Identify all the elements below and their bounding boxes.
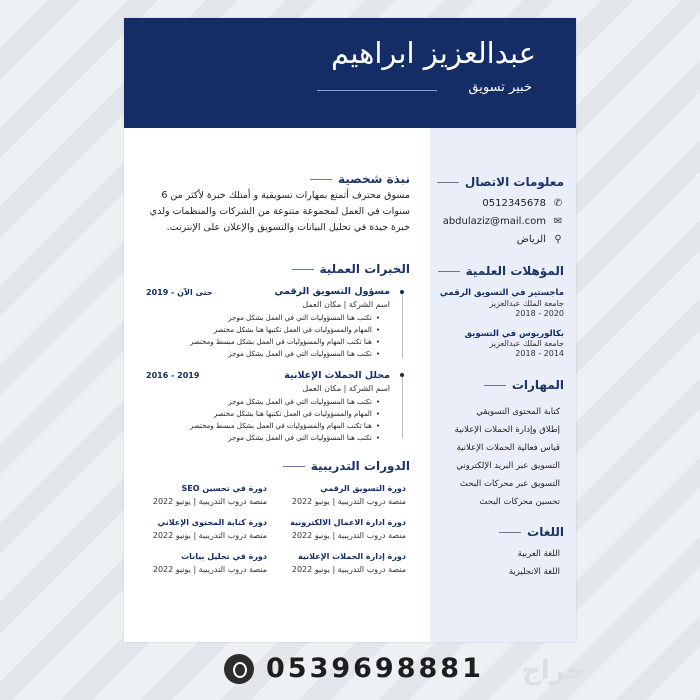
- course-title: دورة إدارة الحملات الإعلانية: [297, 552, 406, 561]
- course-title: دورة كتابة المحتوى الإعلاني: [157, 518, 267, 527]
- skill-item: التسويق عبر محركات البحث: [459, 479, 560, 489]
- job-bullet: • تكتب هنا المسؤوليات التي في العمل بشكل موجز: [228, 350, 380, 358]
- contact-phone: ✆ 0512345678: [482, 198, 563, 209]
- language-item: اللغة الانجليزية: [508, 567, 560, 577]
- job-bullet: • المهام والمسؤوليات في العمل تكتبها هنا بشكل مختصر: [214, 410, 380, 418]
- edu-years: 2020 - 2018: [515, 309, 564, 318]
- edu-school: جامعة الملك عبدالعزيز: [489, 299, 564, 308]
- job-company: اسم الشركة | مكان العمل: [302, 300, 390, 309]
- job-bullet: • هنا تكتب المهام والمسؤوليات في العمل بشكل مبسط ومختصر: [190, 422, 380, 430]
- languages-heading: اللغات: [499, 525, 564, 539]
- job-bullet: • المهام والمسؤوليات في العمل تكتبها هنا بشكل مختصر: [214, 326, 380, 334]
- job-company: اسم الشركة | مكان العمل: [302, 384, 390, 393]
- skill-item: إطلاق وإدارة الحملات الإعلانية: [454, 425, 560, 435]
- experience-heading: الخبرات العملية: [292, 262, 411, 276]
- sidebar: [430, 128, 576, 642]
- heading-line: [437, 182, 459, 183]
- heading-line: [499, 532, 521, 533]
- contact-phone-bar: [224, 653, 484, 684]
- skill-item: التسويق عبر البريد الإلكتروني: [456, 461, 560, 471]
- contact-email: ✉ abdulaziz@mail.com: [442, 216, 563, 227]
- title-divider: [317, 90, 437, 91]
- heading-line: [310, 179, 332, 180]
- email-icon: ✉: [553, 216, 563, 227]
- timeline-dot: [400, 373, 404, 377]
- person-name: عبدالعزيز ابراهيم: [331, 36, 536, 70]
- resume-header: [124, 18, 576, 128]
- course-title: دورة في تحليل بيانات: [181, 552, 267, 561]
- skill-item: قياس فعالية الحملات الإعلانية: [456, 443, 560, 453]
- course-title: دورة التسويق الرقمي: [320, 484, 406, 493]
- job-date: 2016 - 2019: [146, 371, 200, 380]
- heading-line: [484, 385, 506, 386]
- phone-icon: ✆: [553, 198, 563, 209]
- timeline-line: [402, 292, 403, 358]
- contact-city: ⚲ الرياض: [517, 234, 564, 245]
- course-title: دورة ادارة الاعمال الالكترونية: [290, 518, 406, 527]
- education-heading: المؤهلات العلمية: [438, 264, 564, 278]
- course-sub: منصة دروب التدريبية | يونيو 2022: [152, 531, 267, 540]
- course-sub: منصة دروب التدريبية | يونيو 2022: [291, 531, 406, 540]
- contact-heading: معلومات الاتصال: [437, 175, 564, 189]
- course-sub: منصة دروب التدريبية | يونيو 2022: [291, 497, 406, 506]
- location-icon: ⚲: [554, 234, 562, 245]
- heading-line: [438, 271, 460, 272]
- job-date: 2019 - حتى الآن: [146, 288, 213, 297]
- profile-heading: نبذة شخصية: [310, 172, 410, 186]
- watermark-logo: حراج: [522, 656, 585, 686]
- resume-page: [124, 18, 576, 642]
- edu-degree: ماجستير في التسويق الرقمي: [439, 288, 564, 298]
- edu-years: 2014 - 2018: [515, 349, 564, 358]
- job-bullet: • هنا تكتب المهام والمسؤوليات في العمل بشكل مبسط ومختصر: [190, 338, 380, 346]
- whatsapp-icon[interactable]: [224, 654, 254, 684]
- main-content: [124, 128, 430, 642]
- job-title: محلل الحملات الإعلانية: [284, 370, 390, 381]
- course-sub: منصة دروب التدريبية | يونيو 2022: [152, 497, 267, 506]
- job-bullet: • تكتب هنا المسؤوليات التي في العمل بشكل موجز: [228, 398, 380, 406]
- job-bullet: • تكتب هنا المسؤوليات التي في العمل بشكل موجز: [228, 434, 380, 442]
- course-sub: منصة دروب التدريبية | يونيو 2022: [152, 565, 267, 574]
- profile-text: مسوق محترف أتمتع بمهارات تسويقية و أمتلك خبرة لأكثر من 6 سنوات في العمل لمجموعة متنوعة من الشركات والمنظمات ولدي خبرة جيدة في تحليل البيانات والتسويق والإعلان على الإنترنت.: [149, 190, 410, 233]
- courses-heading: الدورات التدريبية: [283, 459, 410, 473]
- footer-phone-number[interactable]: 0539698881: [266, 653, 484, 684]
- edu-degree: بكالوريوس في التسويق: [464, 329, 564, 339]
- timeline-line: [402, 376, 403, 438]
- heading-line: [292, 269, 314, 270]
- course-sub: منصة دروب التدريبية | يونيو 2022: [291, 565, 406, 574]
- job-title: مسؤول التسويق الرقمي: [274, 286, 390, 297]
- skills-heading: المهارات: [484, 378, 564, 392]
- heading-line: [283, 466, 305, 467]
- skill-item: كتابة المحتوى التسويقي: [476, 407, 560, 417]
- timeline-dot: [400, 290, 404, 294]
- course-title: دورة في تحسين SEO: [181, 484, 267, 493]
- skill-item: تحسين محركات البحث: [479, 497, 560, 507]
- edu-school: جامعة الملك عبدالعزيز: [489, 339, 564, 348]
- person-title: خبير تسويق: [468, 80, 532, 95]
- job-bullet: • تكتب هنا المسؤوليات التي في العمل بشكل موجز: [228, 314, 380, 322]
- language-item: اللغة العربية: [517, 549, 560, 559]
